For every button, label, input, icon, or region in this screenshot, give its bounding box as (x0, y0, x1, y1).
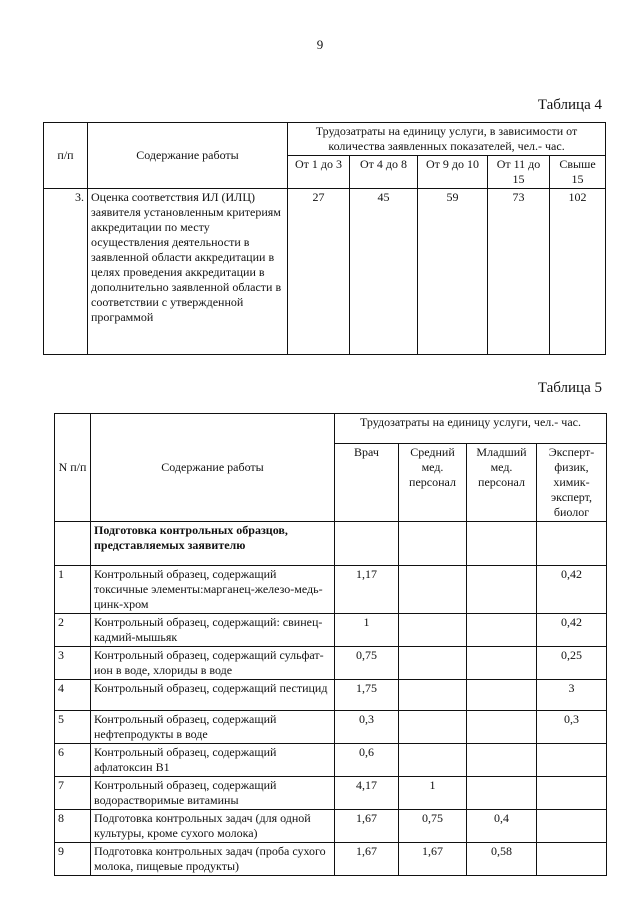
row-doctor: 1,17 (335, 566, 399, 614)
table4 (43, 122, 606, 355)
table-row (55, 810, 607, 843)
row-mid (399, 566, 467, 614)
t4-range-1: От 1 до 3 (288, 156, 350, 189)
row-mid: 0,75 (399, 810, 467, 843)
row-text: Контрольный образец, содержащий пестицид (91, 680, 335, 711)
row-num: 1 (55, 566, 91, 614)
t4-header-pp: п/п (44, 123, 88, 189)
t5-header-content: Содержание работы (91, 414, 335, 522)
row-junior (467, 777, 537, 810)
row-mid (399, 744, 467, 777)
row-expert: 0,42 (537, 614, 607, 647)
t5-header-group: Трудозатраты на единицу услуги, чел.- час. (335, 414, 607, 444)
t4-row-value-1: 27 (288, 189, 350, 355)
row-junior (467, 744, 537, 777)
row-expert (537, 810, 607, 843)
row-text: Подготовка контрольных задач (для одной культуры, кроме сухого молока) (91, 810, 335, 843)
table-row (55, 614, 607, 647)
t5-header-junior: Младший мед. персонал (467, 444, 537, 522)
page-number: 9 (316, 37, 324, 52)
row-text: Контрольный образец, содержащий афлатоксин В1 (91, 744, 335, 777)
row-text: Контрольный образец, содержащий нефтепродукты в воде (91, 711, 335, 744)
row-text: Контрольный образец, содержащий водорастворимые витамины (91, 777, 335, 810)
row-junior: 0,4 (467, 810, 537, 843)
row-expert: 0,3 (537, 711, 607, 744)
row-mid (399, 647, 467, 680)
row-num: 5 (55, 711, 91, 744)
row-doctor: 1 (335, 614, 399, 647)
table-row (55, 744, 607, 777)
table5-caption: Таблица 5 (537, 380, 602, 396)
row-junior: 0,58 (467, 843, 537, 876)
t5-section-num (55, 522, 91, 566)
t4-range-5: Свыше 15 (550, 156, 606, 189)
row-doctor: 1,75 (335, 680, 399, 711)
row-num: 2 (55, 614, 91, 647)
t4-row-text: Оценка соответствия ИЛ (ИЛЦ) заявителя установленным критериям аккредитации по месту осуществления деятельности в заявленной области аккредитации в целях проведения аккредитации в дополнительно заявленной области в соответствии с утвержденной программой (88, 189, 288, 355)
row-mid: 1 (399, 777, 467, 810)
row-mid (399, 680, 467, 711)
row-text: Контрольный образец, содержащий: свинец-кадмий-мышьяк (91, 614, 335, 647)
t4-range-2: От 4 до 8 (350, 156, 418, 189)
row-doctor: 0,3 (335, 711, 399, 744)
row-junior (467, 680, 537, 711)
row-doctor: 1,67 (335, 843, 399, 876)
row-junior (467, 647, 537, 680)
row-text: Контрольный образец, содержащий сульфат-ион в воде, хлориды в воде (91, 647, 335, 680)
row-doctor: 1,67 (335, 810, 399, 843)
table4-caption: Таблица 4 (537, 97, 602, 113)
table-row (55, 680, 607, 711)
row-num: 4 (55, 680, 91, 711)
row-num: 9 (55, 843, 91, 876)
t4-range-4: От 11 до 15 (488, 156, 550, 189)
row-expert (537, 744, 607, 777)
row-num: 3 (55, 647, 91, 680)
t4-header-content: Содержание работы (88, 123, 288, 189)
row-junior (467, 614, 537, 647)
row-mid: 1,67 (399, 843, 467, 876)
t5-header-doctor: Врач (335, 444, 399, 522)
table-row (55, 777, 607, 810)
table-row (55, 647, 607, 680)
row-doctor: 4,17 (335, 777, 399, 810)
row-expert: 3 (537, 680, 607, 711)
row-text: Контрольный образец, содержащий токсичные элементы:марганец-железо-медь-цинк-хром (91, 566, 335, 614)
row-text: Подготовка контрольных задач (проба сухого молока, пищевые продукты) (91, 843, 335, 876)
row-num: 6 (55, 744, 91, 777)
t4-row-value-5: 102 (550, 189, 606, 355)
t5-header-num: N п/п (55, 414, 91, 522)
table-row (55, 566, 607, 614)
t4-header-group: Трудозатраты на единицу услуги, в зависимости от количества заявленных показателей, чел.- час. (288, 123, 606, 156)
row-expert: 0,42 (537, 566, 607, 614)
row-expert (537, 777, 607, 810)
row-expert: 0,25 (537, 647, 607, 680)
t4-row-value-2: 45 (350, 189, 418, 355)
table-row (55, 711, 607, 744)
table-row (55, 843, 607, 876)
row-num: 7 (55, 777, 91, 810)
row-mid (399, 711, 467, 744)
row-junior (467, 566, 537, 614)
row-mid (399, 614, 467, 647)
row-expert (537, 843, 607, 876)
t5-header-mid: Средний мед. персонал (399, 444, 467, 522)
t4-row-value-3: 59 (418, 189, 488, 355)
t4-row-value-4: 73 (488, 189, 550, 355)
table5 (54, 413, 607, 876)
row-junior (467, 711, 537, 744)
row-doctor: 0,75 (335, 647, 399, 680)
t5-section-title: Подготовка контрольных образцов, представляемых заявителю (91, 522, 335, 566)
t4-row-num: 3. (44, 189, 88, 355)
t4-range-3: От 9 до 10 (418, 156, 488, 189)
row-doctor: 0,6 (335, 744, 399, 777)
t5-header-expert: Эксперт-физик, химик-эксперт, биолог (537, 444, 607, 522)
row-num: 8 (55, 810, 91, 843)
